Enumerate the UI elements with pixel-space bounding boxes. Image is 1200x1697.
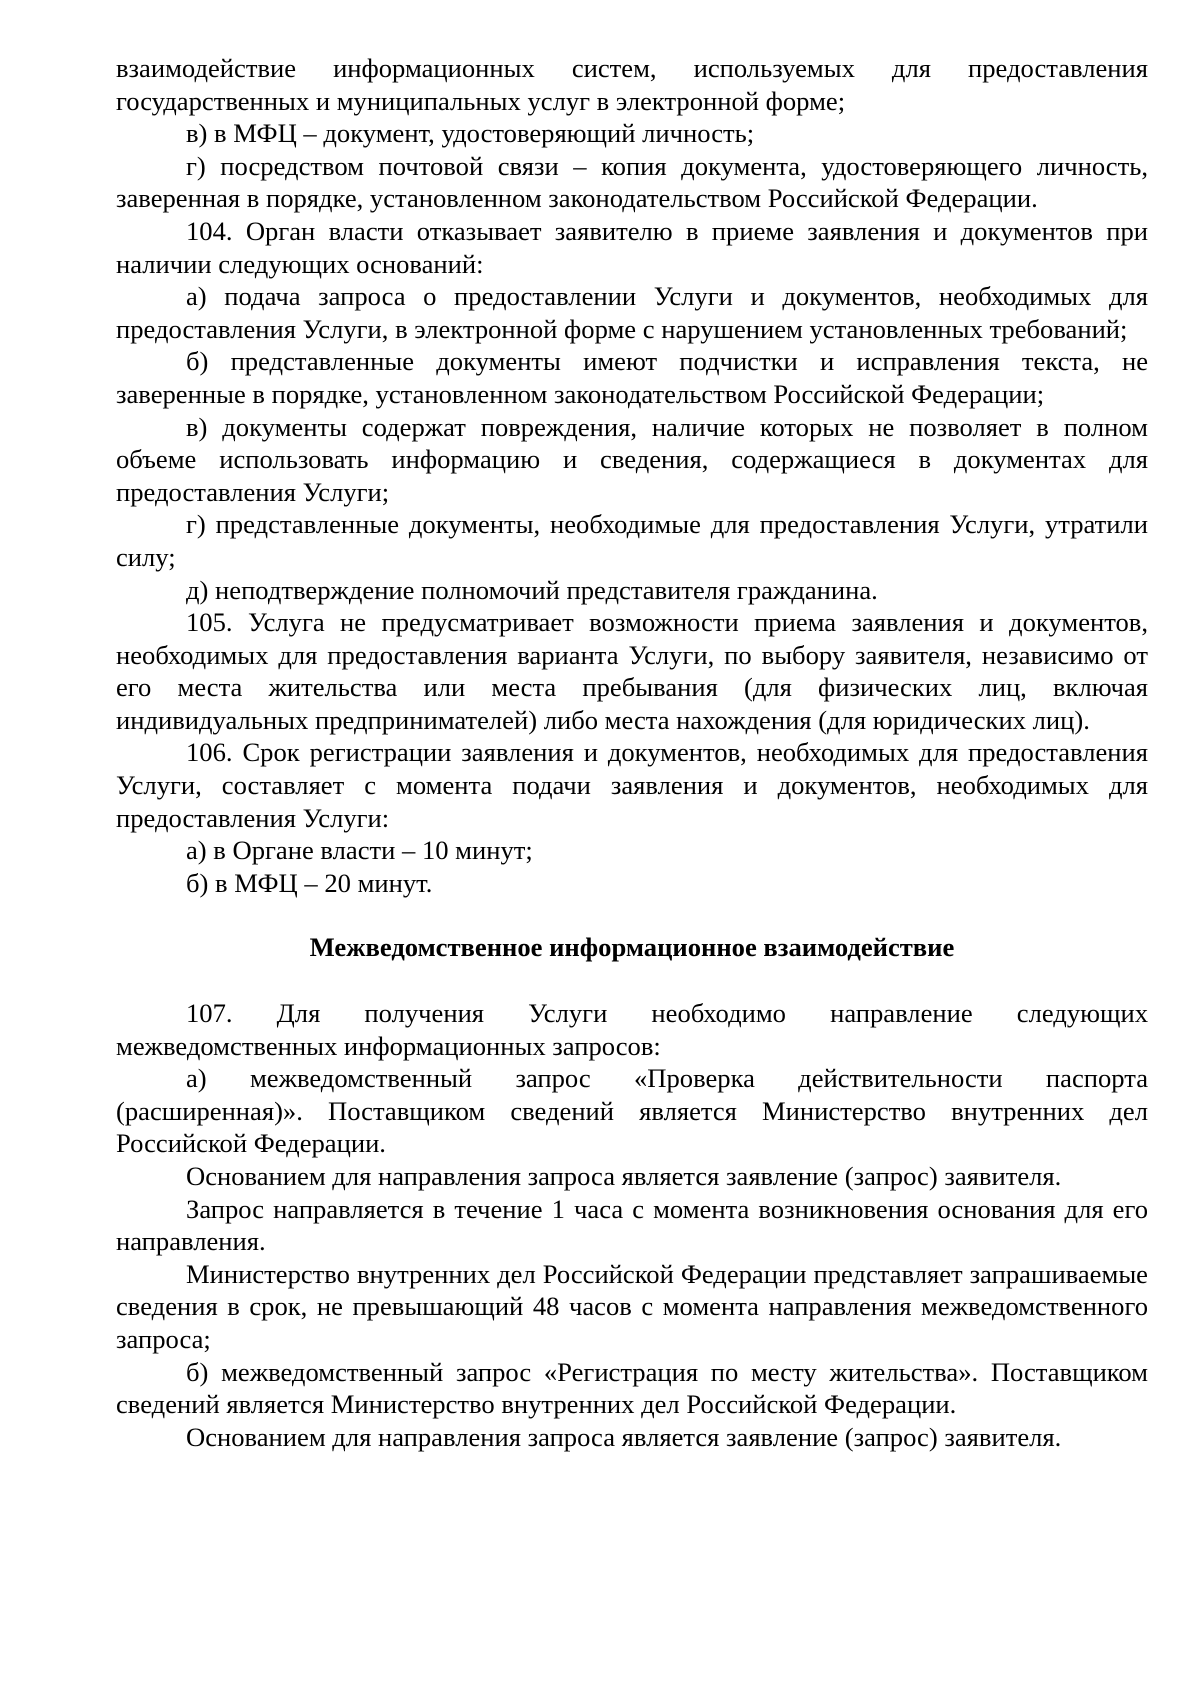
paragraph-107-a-basis: Основанием для направления запроса является заявление (запрос) заявителя. xyxy=(186,1161,1062,1191)
paragraph-106: 106. Срок регистрации заявления и документов, необходимых для предоставления Услуги, составляет с момента подачи заявления и документов, необходимых для предоставления Услуги: xyxy=(116,737,1148,833)
section-heading: Межведомственное информационное взаимодействие xyxy=(309,932,955,963)
paragraph-107-b-basis: Основанием для направления запроса является заявление (запрос) заявителя. xyxy=(186,1421,1062,1452)
paragraph-104-d: д) неподтверждение полномочий представителя гражданина. xyxy=(186,574,878,605)
paragraph-item-v-mfc: в) в МФЦ – документ, удостоверяющий личность; xyxy=(186,118,755,149)
paragraph-107-a-response: Министерство внутренних дел Российской Федерации представляет запрашиваемые сведения в срок, не превышающий 48 часов с момента направления межведомственного запроса; xyxy=(116,1258,1148,1354)
paragraph-107-a: а) межведомственный запрос «Проверка действительности паспорта (расширенная)». Поставщиком сведений является Министерство внутренних дел Российской Федерации. xyxy=(116,1063,1148,1159)
paragraph-107: 107. Для получения Услуги необходимо направление следующих межведомственных информационных запросов: xyxy=(116,998,1148,1061)
paragraph-104-g: г) представленные документы, необходимые для предоставления Услуги, утратили силу; xyxy=(116,509,1148,572)
paragraph-107-a-timing: Запрос направляется в течение 1 часа с момента возникновения основания для его направления. xyxy=(116,1193,1148,1257)
document-page xyxy=(116,52,1148,1453)
paragraph-106-a: а) в Органе власти – 10 минут; xyxy=(186,835,533,866)
paragraph-105: 105. Услуга не предусматривает возможности приема заявления и документов, необходимых для предоставления варианта Услуги, по выбору заявителя, независимо от его места жительства или места пребывания (для физических лиц, включая индивидуальных предпринимателей) либо места нахождения (для юридических лиц). xyxy=(116,607,1148,735)
paragraph-107-b: б) межведомственный запрос «Регистрация по месту жительства». Поставщиком сведений является Министерство внутренних дел Российской Федерации. xyxy=(116,1356,1148,1420)
paragraph-104-a: а) подача запроса о предоставлении Услуги и документов, необходимых для предоставления Услуги, в электронной форме с нарушением установленных требований; xyxy=(116,281,1148,344)
paragraph-104: 104. Орган власти отказывает заявителю в приеме заявления и документов при наличии следующих оснований: xyxy=(116,215,1148,279)
paragraph-continuation: взаимодействие информационных систем, используемых для предоставления государственных и муниципальных услуг в электронной форме; xyxy=(116,53,1148,116)
paragraph-106-b: б) в МФЦ – 20 минут. xyxy=(186,867,433,898)
paragraph-104-b: б) представленные документы имеют подчистки и исправления текста, не заверенные в порядке, установленном законодательством Российской Федерации; xyxy=(116,346,1148,409)
paragraph-item-g-post: г) посредством почтовой связи – копия документа, удостоверяющего личность, заверенная в порядке, установленном законодательством Российской Федерации. xyxy=(116,150,1148,214)
paragraph-104-v: в) документы содержат повреждения, наличие которых не позволяет в полном объеме использовать информацию и сведения, содержащиеся в документах для предоставления Услуги; xyxy=(116,411,1148,507)
